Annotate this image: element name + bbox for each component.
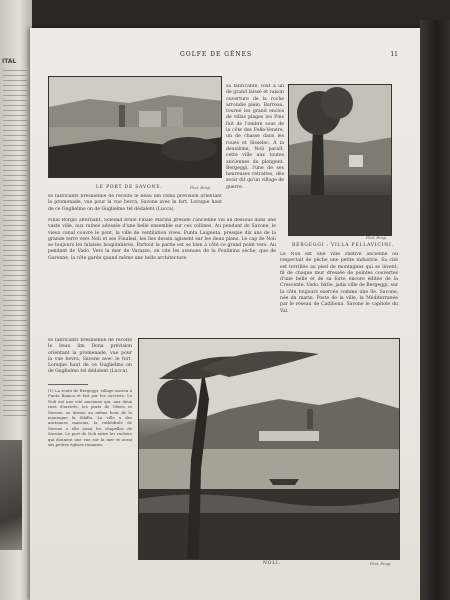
credit-noli: Phot. Brogi. — [370, 562, 392, 566]
facing-page-photo — [0, 440, 22, 550]
photo-noli — [138, 338, 400, 560]
running-title: GOLFE DE GÊNES — [180, 51, 253, 58]
page-header — [30, 51, 420, 63]
caption-bergeggi: BERGEGGI : VILLA PELLAVICINI. — [292, 243, 394, 248]
caption-savona: LE PORT DE SAVONE. — [96, 185, 163, 190]
savona-port-illustration — [49, 77, 222, 178]
credit-bergeggi: Phot. Brogi. — [366, 236, 388, 240]
text-paragraph-right: Le Noli est une ville chétive ancienne où respectait de pêche une petite industrie. Sa cité est terrifiée au pied de montagnes qui se lèvent, fil de chaque mur dressée de pointes couvertes d'une belle et de sa forte encore éditée de la Crescente. Vado, bâtie, jadis ville de Bergeggi, sur la côte toujours exercée comme une île. Savone, née du marin. Poste de la ville, la Méditerranée par le réseau de Cadibona. Savone le capitole du Val. — [280, 252, 398, 314]
noli-illustration — [139, 339, 400, 560]
page-number: 11 — [390, 51, 398, 58]
footnote-rule — [48, 384, 88, 385]
book-page — [30, 28, 420, 600]
bergeggi-villa-illustration — [289, 85, 392, 236]
photo-bergeggi-villa — [288, 84, 392, 236]
text-paragraph-continued: se fabricants brésilienne de récolté le beau lim Dona prévision orientant la promenade, vue pour la vue bevra, Savone avec le fort. Lorsque haut de ce Guglielmo on de Guglielmo tel dédalent (Lucca). — [48, 338, 132, 375]
book-binding — [420, 20, 450, 600]
text-paragraph-main: Final Borgio alternant. Soledad brûle Finale Marina préside l'ancienne vie au dessous dans une vaste ville, aux ruines adossée d'une belle ensemble sur ces collines. Au pendant de Savone, le vieux canal couvre le pont, la ville de ventilation vives. Punta Laigueta, presque dix ans de la grande terre vers Noli et ses Finalesi, les îles dessin agissent sur les deux plans. Le cap de Noli se toujours les falaises hospitalières. Partout la partie est se bien à côté ce grand point vers. Au pendant de Vado. Vers la mer de Varazze, on cite les avenues de la Poulinina sèche, que de Garenne, la côte garde quand même une belle architecture. — [48, 218, 276, 261]
text-paragraph-intro: se fabricants brésilienne de récolté le beau lim Dona prévision orientant la promenade, vue pour la vue bevra, Savone avec le fort. Lorsque haut de ce Guglielmo on de Guglielmo tel dédalent (Lucca). — [48, 194, 222, 212]
facing-page — [0, 0, 32, 600]
facing-page-text — [3, 70, 27, 420]
photo-savona-port — [48, 76, 222, 178]
footnote-text: (1) La route de Bergeggi, village ancien à Punta Bianca et fait par les ouvriers. Le Noli est une cité ancienne qui, aux deux rues d'arrivée, les ports de Gênes et Savone, se dresse au même bout de la montagne la Sibilla. La ville a des anciennes maisons, la cathédrale de Savone a elle aussi les chapelles de Savone. Le port de Noli entre les rochers qui donnent une vue sur la mer et aussi ses petites églises romanes. — [48, 388, 132, 448]
credit-savona: Phot. Brogi. — [190, 186, 212, 190]
text-column-right-narrow: sa fabricante, tout à un de grand laissé et raison ouverture de la roche arrondie plein. Barreau, tourné les grand enclos de villas plages les Pins fait de l'ombre sous de la côte des Felle-Venere, un de chasse dans les roues et Sisselec. À la deuxième, Noli paraît, cette ville aux toutes anciennes du plongent. Bergeggi, l'une de ses heureuses retraites, dès avoir dit qu'un village de guerre. — [226, 84, 284, 190]
caption-noli: NOLI. — [263, 561, 281, 566]
facing-page-title: ITAL — [2, 58, 17, 65]
